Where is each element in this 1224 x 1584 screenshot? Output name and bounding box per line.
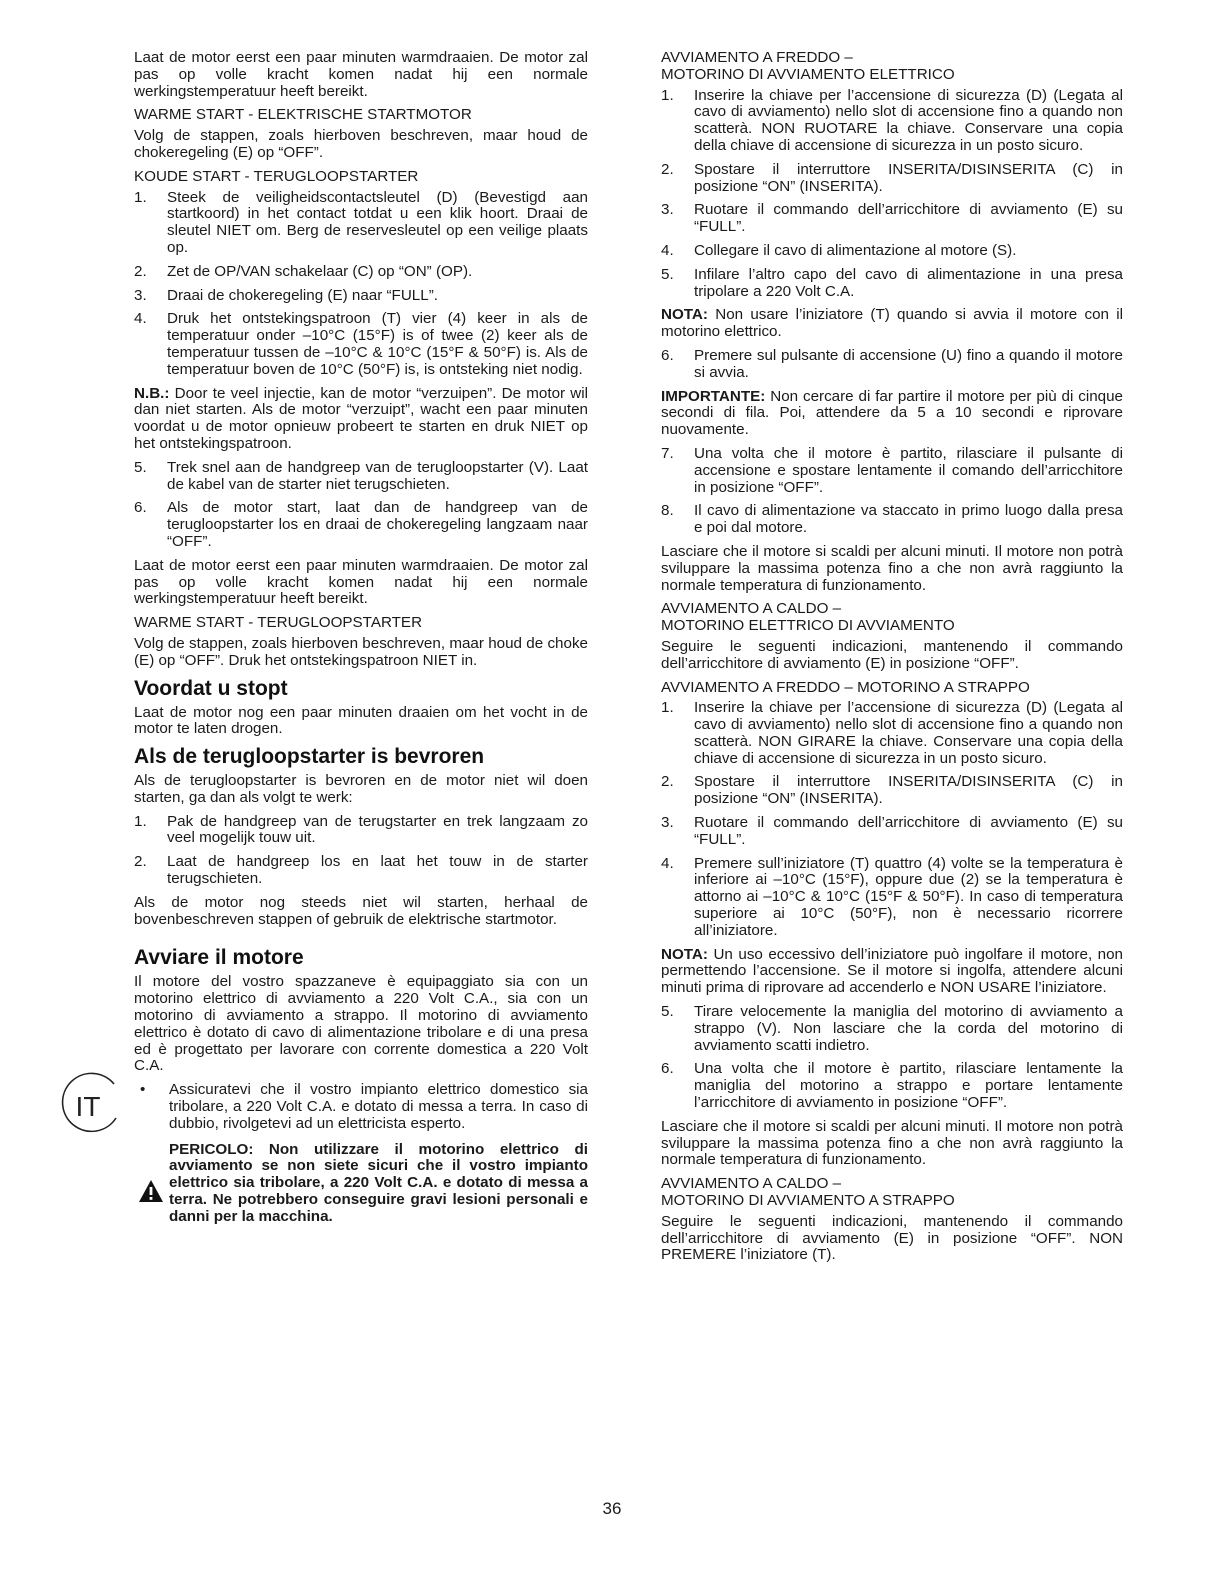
- paragraph: Lasciare che il motore si scaldi per alcuni minuti. Il motore non potrà sviluppare la massima potenza fino a che non avrà raggiunto la normale temperatura di funzionamento.: [661, 542, 1123, 594]
- subheading: AVVIAMENTO A CALDO –: [661, 1175, 842, 1193]
- right-column: [661, 50, 1123, 1271]
- list-item: 4. Collegare il cavo di alimentazione al motore (S).: [661, 241, 1017, 259]
- list-item: 1. Pak de handgreep van de terugstarter en trek langzaam zo veel mogelijk touw uit.: [134, 812, 588, 847]
- list-item: 4. Druk het ontstekingspatroon (T) vier (4) keer in als de temperatuur onder –10°C (15°F) is of twee (2) keer als de temperatuur tussen de –10°C & 10°C (15°F & 50°F) is. Als de temperatuur boven de 10°C (50°F) is, is ontsteking niet nodig.: [134, 310, 588, 378]
- list-item: 5. Infilare l’altro capo del cavo di alimentazione in una presa tripolare a 220 Volt C.A.: [661, 265, 1123, 300]
- numbered-list: [661, 348, 1123, 382]
- subheading: AVVIAMENTO A CALDO –: [661, 600, 842, 618]
- important-paragraph: IMPORTANTE: Non cercare di far partire il motore per più di cinque secondi di fila. Poi, attendere da 5 a 10 secondi e riprovare nuovamente.: [661, 387, 1123, 439]
- bullet-item: • Assicuratevi che il vostro impianto elettrico domestico sia tribolare, a 220 Volt C.A. e dotato di messa a terra. In caso di dubbio, rivolgetevi ad un elettricista esperto.: [140, 1081, 588, 1132]
- section-heading: Avviare il motore: [134, 946, 304, 970]
- paragraph: Laat de motor nog een paar minuten draaien om het vocht in de motor te laten drogen.: [134, 703, 588, 738]
- numbered-list: [661, 446, 1123, 537]
- list-item: 1. Steek de veiligheidscontactsleutel (D) (Bevestigd aan startkoord) in het contact totdat u een klik hoort. Draai de sleutel NIET om. Berg de reservesleutel op een veilige plaats op.: [134, 188, 588, 256]
- numbered-list: [661, 88, 1123, 301]
- list-item: 1. Inserire la chiave per l’accensione di sicurezza (D) (Legata al cavo di avviamento) nello slot di accensione fino a quando non scatterà. NON RUOTARE la chiave. Conservare una copia della chiave di accensione di sicurezza in un posto sicuro.: [661, 86, 1123, 154]
- list-item: 3. Draai de chokeregeling (E) naar “FULL”.: [134, 286, 438, 304]
- paragraph: Als de terugloopstarter is bevroren en de motor niet wil doen starten, ga dan als volgt te werk:: [134, 772, 588, 806]
- list-item: 2. Spostare il interruttore INSERITA/DISINSERITA (C) in posizione “ON” (INSERITA).: [661, 160, 1123, 195]
- left-column: [134, 50, 588, 1226]
- list-item: 3. Ruotare il commando dell’arricchitore di avviamento (E) su “FULL”.: [661, 201, 1123, 236]
- danger-warning: PERICOLO: Non utilizzare il motorino elettrico di avviamento se non siete sicuri che il vostro impianto elettrico sia tribolare, a 220 Volt C.A. e dotato di messa a terra. Ne potrebbero conseguire gravi lesioni personali e danni per la macchina.: [134, 1142, 588, 1226]
- subheading: KOUDE START - TERUGLOOPSTARTER: [134, 167, 419, 185]
- subheading: WARME START - ELEKTRISCHE STARTMOTOR: [134, 106, 472, 124]
- paragraph: Volg de stappen, zoals hierboven beschreven, maar houd de choke (E) op “OFF”. Druk het ontstekingspatroon NIET in.: [134, 634, 588, 669]
- numbered-list: [134, 814, 588, 888]
- list-item: 2. Spostare il interruttore INSERITA/DISINSERITA (C) in posizione “ON” (INSERITA).: [661, 773, 1123, 808]
- subheading: MOTORINO ELETTRICO DI AVVIAMENTO: [661, 617, 955, 635]
- subheading: WARME START - TERUGLOOPSTARTER: [134, 614, 423, 632]
- page-number: 36: [602, 1499, 622, 1518]
- list-item: 2. Laat de handgreep los en laat het touw in de starter terugschieten.: [134, 853, 588, 888]
- numbered-list: [661, 700, 1123, 939]
- list-item: 6. Una volta che il motore è partito, rilasciare lentamente la maniglia del motorino a strappo e portare lentamente l’arricchitore di avviamento in posizione “OFF”.: [661, 1060, 1123, 1112]
- paragraph: Il motore del vostro spazzaneve è equipaggiato sia con un motorino elettrico di avviamento a 220 Volt C.A., sia con un motorino di avviamento a strappo. Il motorino di avviamento elettrico è dotato di cavo di alimentazione tribolare e di una presa ed è progettato per lavorare con corrente domestica a 220 Volt C.A.: [134, 973, 588, 1075]
- list-item: 3. Ruotare il commando dell’arricchitore di avviamento (E) su “FULL”.: [661, 814, 1123, 848]
- list-item: 6. Premere sul pulsante di accensione (U) fino a quando il motore si avvia.: [661, 346, 1123, 381]
- section-heading: Als de terugloopstarter is bevroren: [134, 745, 485, 769]
- language-badge: [58, 1072, 122, 1136]
- list-item: 1. Inserire la chiave per l’accensione di sicurezza (D) (Legata al cavo di avviamento) nello slot di accensione fino a quando non scatterà. NON GIRARE la chiave. Conservare una copia della chiave di accensione di sicurezza in un posto sicuro.: [661, 699, 1123, 767]
- subheading: AVVIAMENTO A FREDDO –: [661, 49, 853, 66]
- list-item: 6. Als de motor start, laat dan de handgreep van de terugloopstarter los en draai de chokeregeling langzaam naar “OFF”.: [134, 499, 588, 550]
- subheading: AVVIAMENTO A FREDDO – MOTORINO A STRAPPO: [661, 678, 1030, 696]
- section-heading: Voordat u stopt: [134, 676, 288, 700]
- warning-triangle-icon: [138, 1179, 164, 1203]
- subheading: MOTORINO DI AVVIAMENTO A STRAPPO: [661, 1192, 955, 1210]
- paragraph: Volg de stappen, zoals hierboven beschreven, maar houd de chokeregeling (E) op “OFF”.: [134, 127, 588, 161]
- paragraph: Laat de motor eerst een paar minuten warmdraaien. De motor zal pas op volle kracht komen nadat hij een normale werkingstemperatuur heeft bereikt.: [134, 49, 588, 100]
- numbered-list: [134, 460, 588, 551]
- list-item: 7. Una volta che il motore è partito, rilasciare il pulsante di accensione e spostare lentamente il comando dell’arricchitore in posizione “OFF”.: [661, 444, 1123, 496]
- list-item: 5. Tirare velocemente la maniglia del motorino di avviamento a strappo (V). Non lasciare che la corda del motorino di avviamento scatti indietro.: [661, 1003, 1123, 1054]
- paragraph: Seguire le seguenti indicazioni, mantenendo il commando dell’arricchitore di avviamento (E) in posizione “OFF”. NON PREMERE l’iniziatore (T).: [661, 1212, 1123, 1264]
- note-paragraph: NOTA: Un uso eccessivo dell’iniziatore può ingolfare il motore, non permettendo l’accensione. Se il motore si ingolfa, attendere alcuni minuti prima di riprovare ad accenderlo e NON USARE l’iniziatore.: [661, 945, 1123, 997]
- paragraph: Als de motor nog steeds niet wil starten, herhaal de bovenbeschreven stappen of gebruik de elektrische startmotor.: [134, 893, 588, 928]
- list-item: 5. Trek snel aan de handgreep van de terugloopstarter (V). Laat de kabel van de starter niet terugschieten.: [134, 458, 588, 493]
- note-paragraph: NOTA: Non usare l’iniziatore (T) quando si avvia il motore con il motorino elettrico.: [661, 306, 1123, 341]
- subheading: MOTORINO DI AVVIAMENTO ELETTRICO: [661, 65, 955, 83]
- numbered-list: [134, 190, 588, 379]
- paragraph: Seguire le seguenti indicazioni, mantenendo il commando dell’arricchitore di avviamento (E) in posizione “OFF”.: [661, 637, 1123, 672]
- list-item: 8. Il cavo di alimentazione va staccato in primo luogo dalla presa e poi dal motore.: [661, 502, 1123, 537]
- numbered-list: [661, 1004, 1123, 1112]
- paragraph: Lasciare che il motore si scaldi per alcuni minuti. Il motore non potrà sviluppare la massima potenza fino a che non avrà raggiunto la normale temperatura di funzionamento.: [661, 1117, 1123, 1169]
- note-paragraph: N.B.: Door te veel injectie, kan de motor “verzuipen”. De motor wil dan niet starten. Als de motor “verzuipt”, wacht een paar minuten voordat u de motor opnieuw probeert te starten en druk NIET op het ontstekingspatroon.: [134, 384, 588, 452]
- list-item: 2. Zet de OP/VAN schakelaar (C) op “ON” (OP).: [134, 262, 473, 280]
- paragraph: Laat de motor eerst een paar minuten warmdraaien. De motor zal pas op volle kracht komen nadat hij een normale werkingstemperatuur heeft bereikt.: [134, 556, 588, 608]
- language-code: IT: [75, 1091, 101, 1122]
- list-item: 4. Premere sull’iniziatore (T) quattro (4) volte se la temperatura è inferiore ai –10°C (15°F), oppure due (2) se la temperatura è attorno ai –10°C & 10°C (15°F & 50°F). In caso di temperatura superiore ai 10°C (50°F), non è necessario ricorrere all’iniziatore.: [661, 854, 1123, 939]
